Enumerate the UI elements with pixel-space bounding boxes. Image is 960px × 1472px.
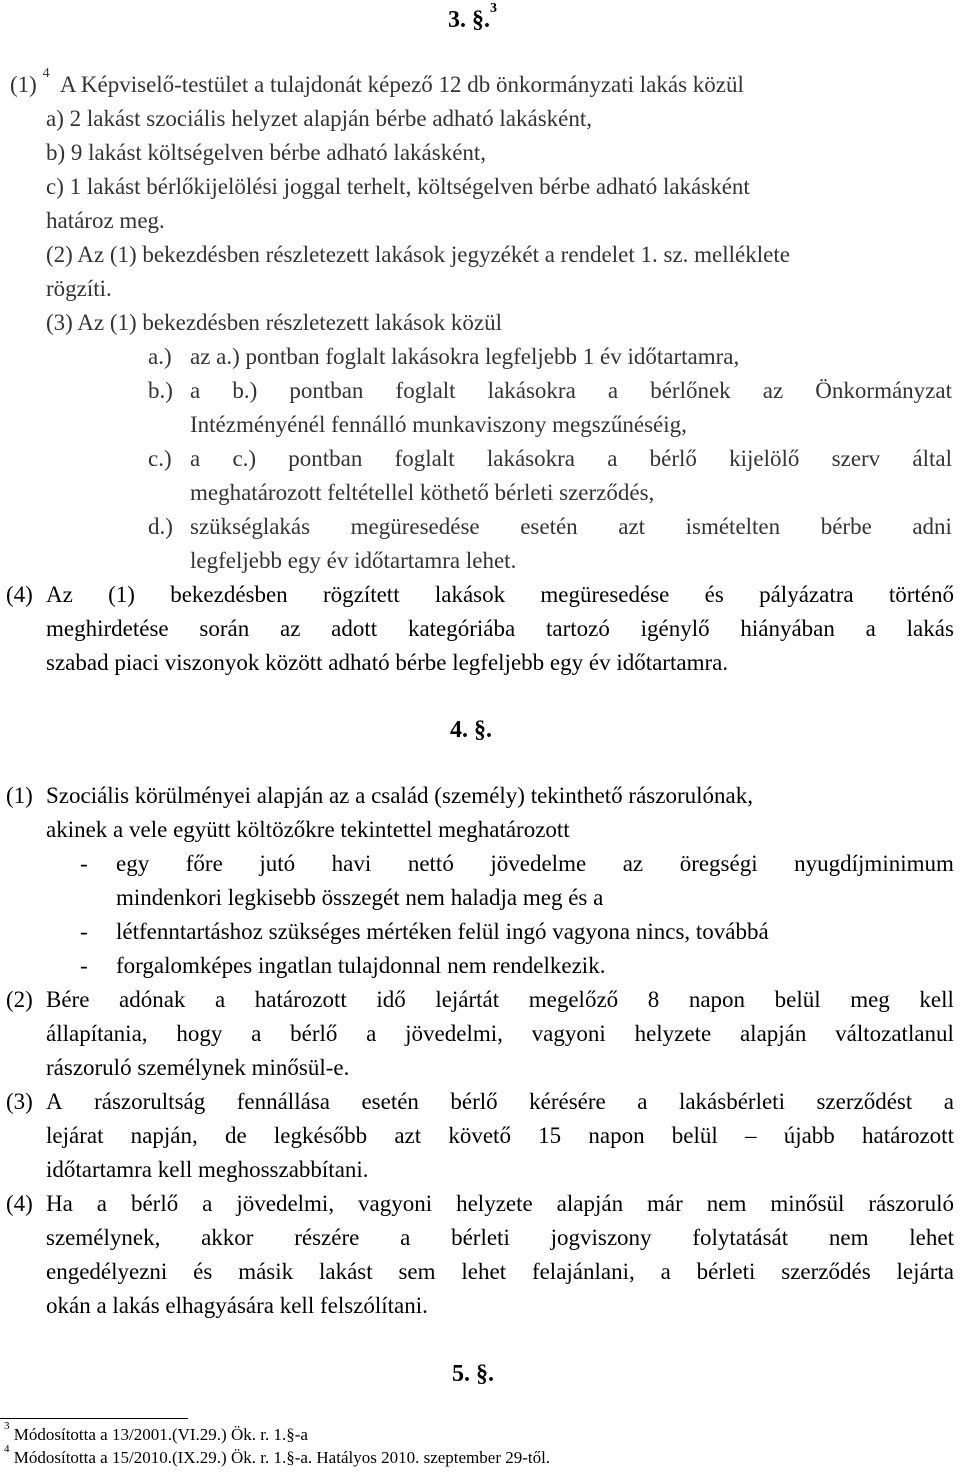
sec3-p3-b-label: b.) — [148, 378, 173, 403]
footnote-ref-3: 3 — [490, 1, 497, 16]
footnote-ref-4: 4 — [42, 66, 50, 81]
section-4-heading: 4. §. — [450, 717, 492, 743]
sec4-p1-line2: akinek a vele együtt költözőkre tekintettel meghatározott — [46, 817, 570, 842]
sec3-p3-a-label: a.) — [148, 344, 172, 369]
sec4-p1-label: (1) — [6, 783, 33, 808]
sec3-p2-line1: (2) Az (1) bekezdésben részletezett lakások jegyzékét a rendelet 1. sz. melléklete — [46, 242, 790, 267]
sec4-p2-line2: állapítania, hogy a bérlő a jövedelmi, vagyoni helyzete alapján változatlanul — [46, 1021, 954, 1046]
sec3-p4-line3: szabad piaci viszonyok között adható bérbe legfeljebb egy év időtartamra. — [46, 650, 729, 675]
sec3-p1-end: határoz meg. — [46, 208, 165, 233]
sec4-p3-line3: időtartamra kell meghosszabbítani. — [46, 1157, 369, 1182]
footnote-separator — [0, 1418, 188, 1419]
sec4-p4-line3: engedélyezni és másik lakást sem lehet felajánlani, a bérleti szerződés lejárta — [46, 1259, 954, 1284]
sec3-p3-b-text: a b.) pontban foglalt lakásokra a bérlőnek az Önkormányzat — [190, 378, 952, 403]
sec4-bullet-3-line1: forgalomképes ingatlan tulajdonnal nem rendelkezik. — [116, 953, 606, 978]
sec3-p2-line2: rögzíti. — [46, 276, 112, 301]
sec4-p4-line2: személynek, akkor részére a bérleti jogviszony folytatását nem lehet — [46, 1225, 954, 1250]
sec4-bullet-1-dash: - — [80, 851, 88, 876]
footnote-4: $^4$ Módosította a 15/2010.(IX.29.) Ök. r. 1.§-a. Hatályos 2010. szeptember 29-től. — [4, 1443, 551, 1467]
sec4-p4-line4: okán a lakás elhagyására kell felszólítani. — [46, 1293, 428, 1318]
footnote-3: $^3$ Módosította a 13/2001.(VI.29.) Ök. r. 1.§-a — [4, 1420, 308, 1444]
sec3-p3-c-text: a c.) pontban foglalt lakásokra a bérlő kijelölő szerv által — [190, 446, 952, 471]
sec4-p4-line1: Ha a bérlő a jövedelmi, vagyoni helyzete alapján már nem minősül rászoruló — [46, 1191, 954, 1216]
sec3-p4-line2: meghirdetése során az adott kategóriába tartozó igénylő hiányában a lakás — [46, 616, 954, 641]
sec3-p3-a-text: az a.) pontban foglalt lakásokra legfeljebb 1 év időtartamra, — [190, 344, 740, 369]
sec4-p3-line1: A rászorultság fennállása esetén bérlő kérésére a lakásbérleti szerződést a — [46, 1089, 954, 1114]
sec3-p3-intro: (3) Az (1) bekezdésben részletezett lakások közül — [46, 310, 502, 335]
sec3-p3-d-text: szükséglakás megüresedése esetén azt ismételten bérbe adni — [190, 514, 952, 539]
sec3-p4-line1: Az (1) bekezdésben rögzített lakások megüresedése és pályázatra történő — [46, 582, 954, 607]
sec3-p3-d-label: d.) — [148, 514, 173, 539]
sec4-p4-label: (4) — [6, 1191, 33, 1216]
sec3-p1-c: c) 1 lakást bérlőkijelölési joggal terhelt, költségelven bérbe adható lakásként — [46, 174, 750, 199]
sec3-p1-a: a) 2 lakást szociális helyzet alapján bérbe adható lakásként, — [46, 106, 593, 131]
sec4-bullet-3-dash: - — [80, 953, 88, 978]
sec4-bullet-2-dash: - — [80, 919, 88, 944]
sec3-p3-c-label: c.) — [148, 446, 172, 471]
sec4-p3-label: (3) — [6, 1089, 33, 1114]
sec3-p3-c-text2: meghatározott feltétellel köthető bérleti szerződés, — [190, 480, 655, 505]
sec3-p1-b: b) 9 lakást költségelven bérbe adható lakásként, — [46, 140, 487, 165]
sec4-bullet-1-line2: mindenkori legkisebb összegét nem haladja meg és a — [116, 885, 604, 910]
sec4-p2-label: (2) — [6, 987, 33, 1012]
section-5-heading: 5. §. — [452, 1361, 494, 1387]
sec3-p4-label: (4) — [6, 582, 33, 607]
sec4-p1-line1: Szociális körülményei alapján az a család (személy) tekinthető rászorulónak, — [46, 783, 753, 808]
sec3-p3-d-text2: legfeljebb egy év időtartamra lehet. — [190, 548, 517, 573]
section-3-heading: 3. §.$^3$ — [448, 1, 497, 33]
sec4-bullet-2-line1: létfenntartáshoz szükséges mértéken felül ingó vagyona nincs, továbbá — [116, 919, 769, 944]
sec4-p3-line2: lejárat napján, de legkésőbb azt követő 15 napon belül – újabb határozott — [46, 1123, 954, 1148]
sec3-p1-line: (1) $^4$ A Képviselő-testület a tulajdonát képező 12 db önkormányzati lakás közül — [10, 66, 744, 97]
sec4-p2-line1: Bére adónak a határozott idő lejártát megelőző 8 napon belül meg kell — [46, 987, 954, 1012]
sec4-p2-line3: rászoruló személynek minősül-e. — [46, 1055, 350, 1080]
sec3-p3-b-text2: Intézményénél fennálló munkaviszony megszűnéséig, — [190, 412, 687, 437]
sec4-bullet-1-line1: egy főre jutó havi nettó jövedelme az öregségi nyugdíjminimum — [116, 851, 954, 876]
